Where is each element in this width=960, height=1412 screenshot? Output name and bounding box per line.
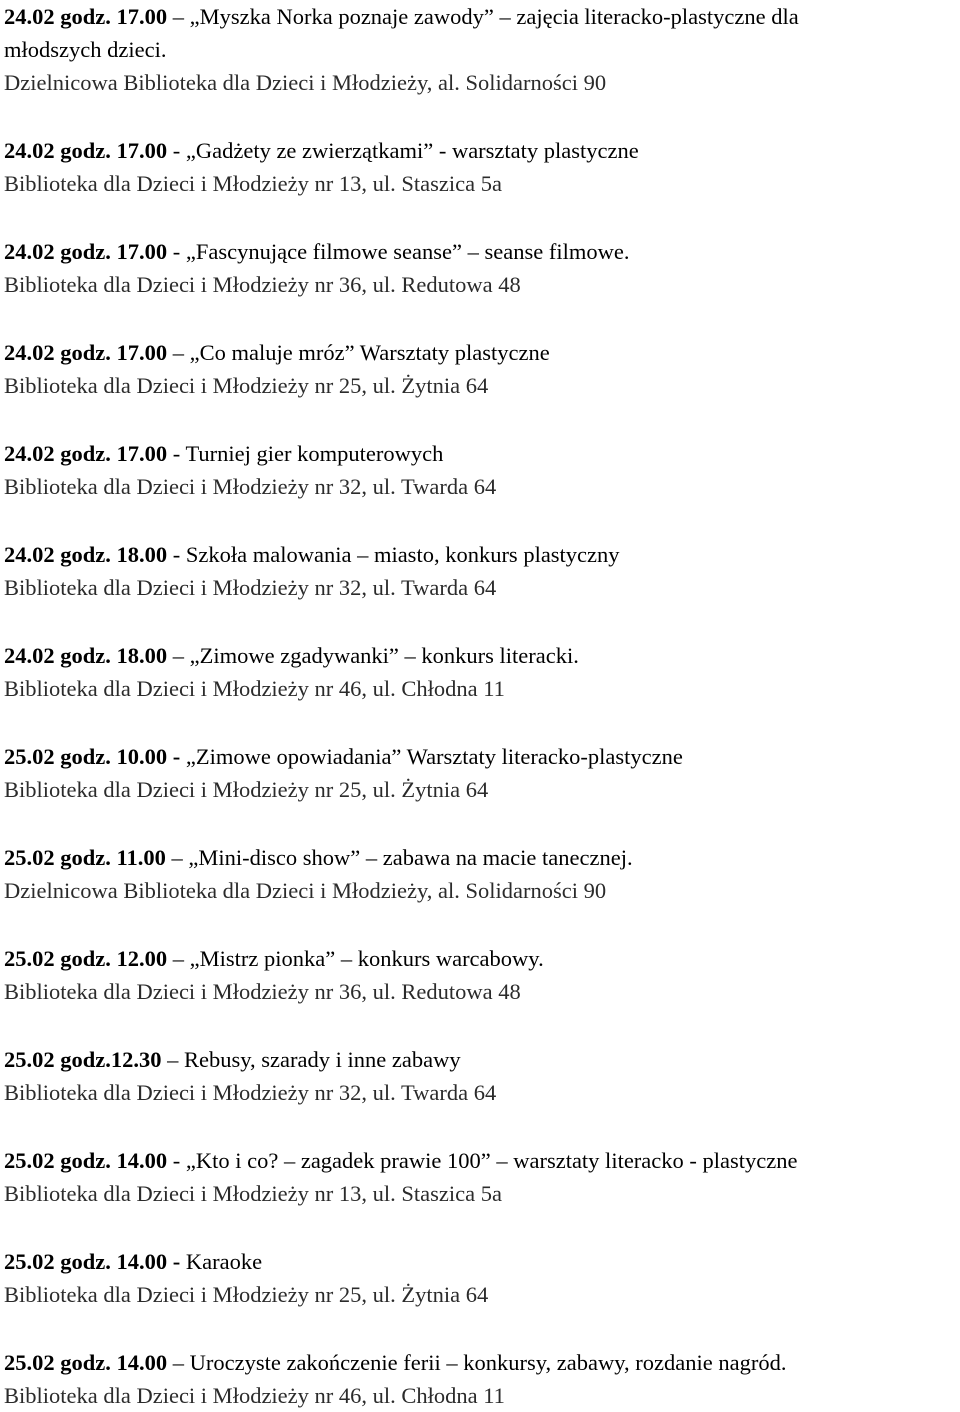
event-item xyxy=(0,1043,960,1109)
event-description: - „Fascynujące filmowe seanse” – seanse filmowe. xyxy=(167,239,630,264)
event-description: – „Myszka Norka poznaje zawody” – zajęcia literacko-plastyczne dla xyxy=(172,4,799,29)
event-location: Biblioteka dla Dzieci i Młodzieży nr 32, ul. Twarda 64 xyxy=(4,1080,497,1105)
event-heading xyxy=(0,1144,960,1177)
event-separator xyxy=(0,200,960,235)
event-heading xyxy=(0,1043,960,1076)
event-date-time: 24.02 godz. 17.00 xyxy=(4,4,168,29)
event-item xyxy=(0,437,960,503)
event-separator xyxy=(0,1109,960,1144)
event-heading xyxy=(0,942,960,975)
event-location: Biblioteka dla Dzieci i Młodzieży nr 36, ul. Redutowa 48 xyxy=(4,272,521,297)
event-description: – Uroczyste zakończenie ferii – konkursy, zabawy, rozdanie nagród. xyxy=(167,1350,787,1375)
event-description: - „Gadżety ze zwierzątkami” - warsztaty plastyczne xyxy=(167,138,639,163)
event-separator xyxy=(0,1210,960,1245)
event-location: Biblioteka dla Dzieci i Młodzieży nr 32, ul. Twarda 64 xyxy=(4,575,497,600)
event-heading xyxy=(0,437,960,470)
event-separator xyxy=(0,604,960,639)
event-heading-continued xyxy=(0,33,960,66)
event-date-time: 24.02 godz. 17.00 xyxy=(4,340,168,365)
event-description: - „Kto i co? – zagadek prawie 100” – warsztaty literacko - plastyczne xyxy=(167,1148,798,1173)
event-date-time: 24.02 godz. 17.00 xyxy=(4,441,168,466)
event-date-time: 25.02 godz. 14.00 - xyxy=(4,1249,181,1274)
event-item xyxy=(0,235,960,301)
event-description: – „Mistrz pionka” – konkurs warcabowy. xyxy=(167,946,544,971)
event-date-time: 25.02 godz. 12.00 xyxy=(4,946,168,971)
event-item xyxy=(0,0,960,99)
event-date-time: 25.02 godz. 14.00 xyxy=(4,1350,168,1375)
event-separator xyxy=(0,1008,960,1043)
event-location: Dzielnicowa Biblioteka dla Dzieci i Młodzieży, al. Solidarności 90 xyxy=(4,878,607,903)
event-date-time: 24.02 godz. 18.00 xyxy=(4,643,168,668)
event-separator xyxy=(0,806,960,841)
event-location: Biblioteka dla Dzieci i Młodzieży nr 25, ul. Żytnia 64 xyxy=(4,777,489,802)
event-separator xyxy=(0,503,960,538)
event-description: – „Co maluje mróz” Warsztaty plastyczne xyxy=(167,340,550,365)
event-heading xyxy=(0,336,960,369)
event-date-time: 24.02 godz. 18.00 xyxy=(4,542,168,567)
event-location: Biblioteka dla Dzieci i Młodzieży nr 46, ul. Chłodna 11 xyxy=(4,676,505,701)
event-separator xyxy=(0,402,960,437)
event-description: – „Mini-disco show” – zabawa na macie tanecznej. xyxy=(165,845,633,870)
event-date-time: 25.02 godz. 10.00 - xyxy=(4,744,181,769)
event-separator xyxy=(0,705,960,740)
event-item xyxy=(0,1245,960,1311)
event-date-time: 25.02 godz.12.30 xyxy=(4,1047,162,1072)
event-heading xyxy=(0,740,960,773)
event-separator xyxy=(0,1311,960,1346)
event-item xyxy=(0,1144,960,1210)
event-date-time: 25.02 godz. 14.00 xyxy=(4,1148,168,1173)
event-item xyxy=(0,841,960,907)
event-item xyxy=(0,134,960,200)
event-separator xyxy=(0,907,960,942)
event-description: – „Zimowe zgadywanki” – konkurs literacki. xyxy=(167,643,579,668)
event-description-continued: młodszych dzieci. xyxy=(4,37,167,62)
event-description: - Szkoła malowania – miasto, konkurs plastyczny xyxy=(167,542,620,567)
event-description: – Rebusy, szarady i inne zabawy xyxy=(161,1047,461,1072)
event-heading xyxy=(0,0,960,33)
event-description: - Turniej gier komputerowych xyxy=(167,441,444,466)
event-location: Biblioteka dla Dzieci i Młodzieży nr 25, ul. Żytnia 64 xyxy=(4,1282,489,1307)
event-item xyxy=(0,942,960,1008)
event-separator xyxy=(0,99,960,134)
event-heading xyxy=(0,538,960,571)
event-heading xyxy=(0,235,960,268)
event-item xyxy=(0,740,960,806)
event-heading xyxy=(0,841,960,874)
event-location: Biblioteka dla Dzieci i Młodzieży nr 13, ul. Staszica 5a xyxy=(4,171,502,196)
event-location: Biblioteka dla Dzieci i Młodzieży nr 13, ul. Staszica 5a xyxy=(4,1181,502,1206)
event-location: Biblioteka dla Dzieci i Młodzieży nr 25, ul. Żytnia 64 xyxy=(4,373,489,398)
event-description: Karaoke xyxy=(180,1249,263,1274)
event-heading xyxy=(0,1245,960,1278)
event-date-time: 25.02 godz. 11.00 xyxy=(4,845,166,870)
event-item xyxy=(0,538,960,604)
event-date-time: 24.02 godz. 17.00 xyxy=(4,138,168,163)
event-location: Dzielnicowa Biblioteka dla Dzieci i Młodzieży, al. Solidarności 90 xyxy=(4,70,607,95)
event-item xyxy=(0,336,960,402)
event-location: Biblioteka dla Dzieci i Młodzieży nr 46, ul. Chłodna 11 xyxy=(4,1383,505,1408)
event-separator xyxy=(0,301,960,336)
event-location: Biblioteka dla Dzieci i Młodzieży nr 36, ul. Redutowa 48 xyxy=(4,979,521,1004)
event-heading xyxy=(0,1346,960,1379)
event-description: „Zimowe opowiadania” Warsztaty literacko-plastyczne xyxy=(180,744,683,769)
event-location: Biblioteka dla Dzieci i Młodzieży nr 32, ul. Twarda 64 xyxy=(4,474,497,499)
event-item xyxy=(0,639,960,705)
event-item xyxy=(0,1346,960,1412)
event-heading xyxy=(0,134,960,167)
event-heading xyxy=(0,639,960,672)
event-date-time: 24.02 godz. 17.00 xyxy=(4,239,168,264)
